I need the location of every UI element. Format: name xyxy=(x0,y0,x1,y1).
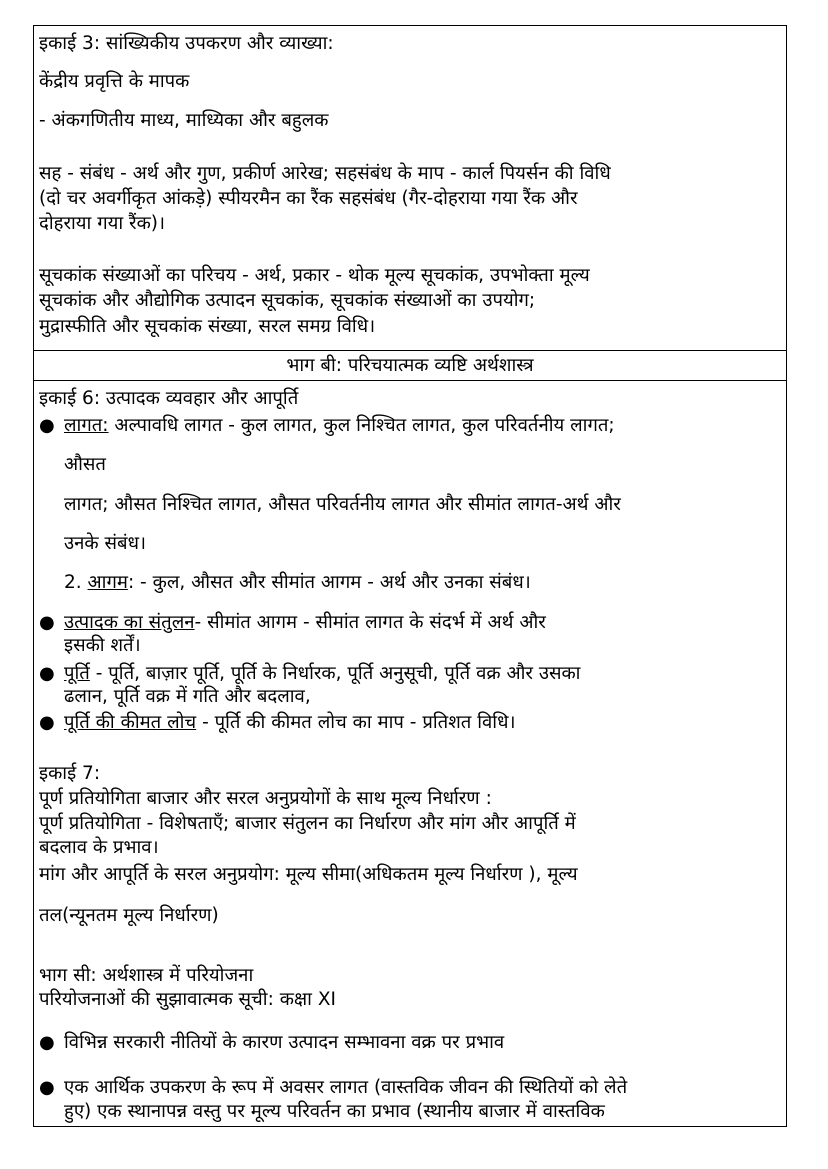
index-number-line: सूचकांक और औद्योगिक उत्पादन सूचकांक, सूचकांक संख्याओं का उपयोग; xyxy=(39,290,536,311)
index-number-line: सूचकांक संख्याओं का परिचय - अर्थ, प्रकार - थोक मूल्य सूचकांक, उपभोक्ता मूल्य xyxy=(39,265,590,286)
project-item: विभिन्न सरकारी नीतियों के कारण उत्पादन सम्भावना वक्र पर प्रभाव xyxy=(64,1032,505,1053)
cost-line xyxy=(64,415,615,437)
equilibrium-line: इसकी शर्तें। xyxy=(64,635,141,656)
part-b-heading: भाग बी: परिचयात्मक व्यष्टि अर्थशास्त्र xyxy=(286,355,534,376)
cost-term: लागत: xyxy=(64,415,109,436)
correlation-line: (दो चर अवर्गीकृत आंकड़े) स्पीयरमैन का रैंक सहसंबंध (गैर-दोहराया गया रैंक और xyxy=(39,188,578,209)
unit3-cell xyxy=(34,26,786,351)
unit7-line: पूर्ण प्रतियोगिता - विशेषताएँ; बाजार संतुलन का निर्धारण और मांग और आपूर्ति में xyxy=(39,813,576,834)
unit7-line: तल(न्यूनतम मूल्य निर्धारण) xyxy=(39,905,219,926)
equilibrium-text: - सीमांत आगम - सीमांत लागत के संदर्भ में अर्थ और xyxy=(194,612,546,633)
central-tendency-heading: केंद्रीय प्रवृत्ति के मापक xyxy=(39,71,190,92)
cost-text: अल्पावधि लागत - कुल लागत, कुल निश्चित लागत, कुल परिवर्तनीय लागत; xyxy=(108,415,615,436)
revenue-term: आगम xyxy=(87,572,128,593)
unit6-heading: इकाई 6: उत्पादक व्यवहार और आपूर्ति xyxy=(39,388,299,409)
elasticity-line xyxy=(64,712,516,734)
revenue-line xyxy=(64,572,531,594)
index-number-line: मुद्रास्फीति और सूचकांक संख्या, सरल समग्र विधि। xyxy=(39,316,376,337)
unit7-line: मांग और आपूर्ति के सरल अनुप्रयोग: मूल्य सीमा(अधिकतम मूल्य निर्धारण ), मूल्य xyxy=(39,864,578,885)
projects-heading: परियोजनाओं की सुझावात्मक सूची: कक्षा XI xyxy=(39,989,336,1010)
cost-line: लागत; औसत निश्चित लागत, औसत परिवर्तनीय लागत और सीमांत लागत-अर्थ और xyxy=(64,494,621,515)
unit7-line: पूर्ण प्रतियोगिता बाजार और सरल अनुप्रयोगों के साथ मूल्य निर्धारण : xyxy=(39,788,492,809)
syllabus-table xyxy=(33,25,787,1127)
correlation-line: दोहराया गया रैंक)। xyxy=(39,213,166,234)
supply-term: पूर्ति xyxy=(64,663,90,684)
bullet-icon: ● xyxy=(39,612,55,633)
unit7-heading: इकाई 7: xyxy=(39,763,101,784)
unit7-line: बदलाव के प्रभाव। xyxy=(39,837,159,858)
bullet-icon: ● xyxy=(39,712,55,733)
averages-text: - अंकगणितीय माध्य, माध्यिका और बहुलक xyxy=(39,110,329,131)
supply-line xyxy=(64,663,580,685)
bullet-icon: ● xyxy=(39,663,55,684)
part-c-heading: भाग सी: अर्थशास्त्र में परियोजना xyxy=(39,965,254,986)
elasticity-text: - पूर्ति की कीमत लोच का माप - प्रतिशत विधि। xyxy=(196,712,516,733)
project-item: हुए) एक स्थानापन्न वस्तु पर मूल्य परिवर्तन का प्रभाव (स्थानीय बाजार में वास्तविक xyxy=(64,1101,605,1122)
cost-line: औसत xyxy=(64,454,106,475)
elasticity-term: पूर्ति की कीमत लोच xyxy=(64,712,197,733)
part-b-cell xyxy=(34,351,786,381)
bullet-icon: ● xyxy=(39,415,55,436)
bullet-icon: ● xyxy=(39,1077,55,1098)
supply-line: ढलान, पूर्ति वक्र में गति और बदलाव, xyxy=(64,686,311,707)
correlation-line: सह - संबंध - अर्थ और गुण, प्रकीर्ण आरेख; सहसंबंध के माप - कार्ल पियर्सन की विधि xyxy=(39,163,611,184)
cost-line: उनके संबंध। xyxy=(64,533,146,554)
equilibrium-term: उत्पादक का संतुलन xyxy=(64,612,195,633)
unit6-7-cell xyxy=(34,381,786,1126)
supply-text: - पूर्ति, बाज़ार पूर्ति, पूर्ति के निर्धारक, पूर्ति अनुसूची, पूर्ति वक्र और उसका xyxy=(89,663,581,684)
unit3-heading: इकाई 3: सांख्यिकीय उपकरण और व्याख्या: xyxy=(39,33,334,54)
project-item: एक आर्थिक उपकरण के रूप में अवसर लागत (वास्तविक जीवन की स्थितियों को लेते xyxy=(64,1077,628,1098)
revenue-text: : - कुल, औसत और सीमांत आगम - अर्थ और उनका संबंध। xyxy=(127,572,531,593)
equilibrium-line xyxy=(64,612,546,634)
bullet-icon: ● xyxy=(39,1032,55,1053)
revenue-number: 2. xyxy=(64,572,88,593)
